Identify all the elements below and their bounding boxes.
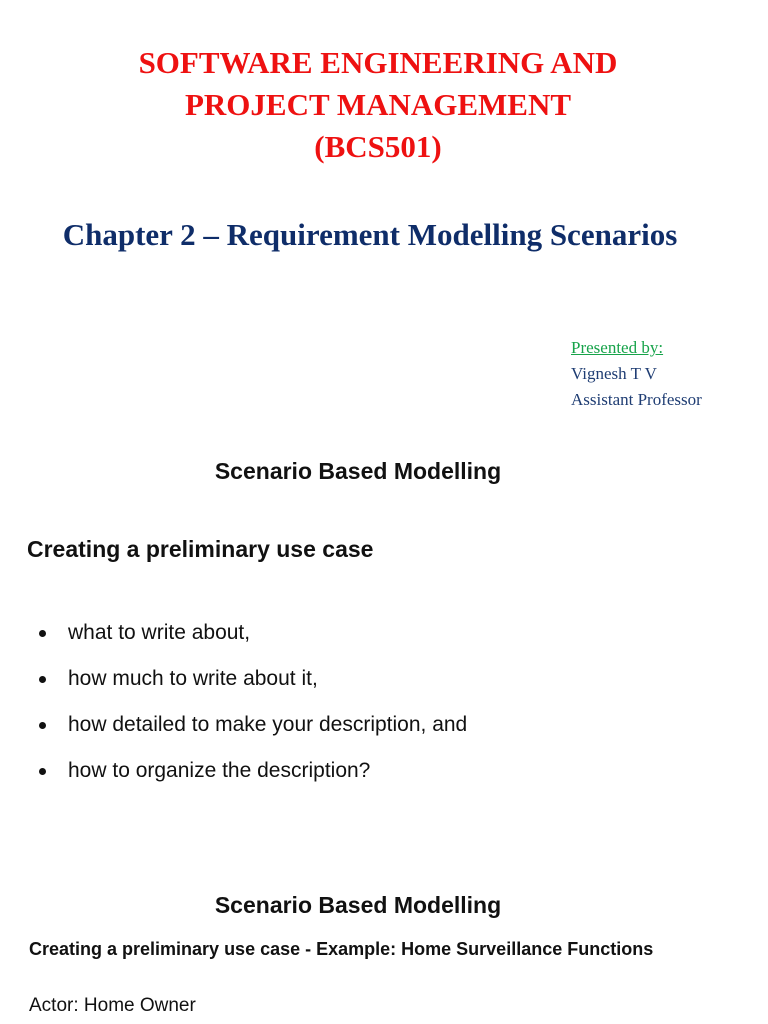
list-item — [36, 756, 467, 802]
presenter-block — [571, 335, 702, 413]
example-heading: Creating a preliminary use case - Example: Home Surveillance Functions — [29, 939, 654, 959]
course-title — [0, 42, 756, 168]
section-heading-2: Scenario Based Modelling — [214, 892, 502, 918]
list-item-text: how detailed to make your description, and — [68, 713, 468, 736]
course-code: (BCS501) — [314, 129, 442, 164]
presenter-role: Assistant Professor — [571, 390, 702, 409]
bullet-icon — [39, 722, 46, 729]
bullet-icon — [39, 630, 46, 637]
presenter-label: Presented by: — [571, 338, 664, 357]
sub-heading-1: Creating a preliminary use case — [27, 536, 374, 562]
course-title-line-1: SOFTWARE ENGINEERING AND — [138, 45, 618, 80]
list-item — [36, 710, 467, 756]
course-title-line-2: PROJECT MANAGEMENT — [184, 87, 572, 122]
chapter-title: Chapter 2 – Requirement Modelling Scenarios — [62, 217, 678, 252]
actor-text: Actor: Home Owner — [29, 995, 196, 1016]
bullet-icon — [39, 676, 46, 683]
list-item-text: how to organize the description? — [68, 759, 371, 782]
list-item-text: what to write about, — [68, 621, 251, 644]
presenter-name: Vignesh T V — [571, 364, 657, 383]
list-item-text: how much to write about it, — [68, 667, 318, 690]
list-item — [36, 618, 467, 664]
section-heading-1: Scenario Based Modelling — [214, 458, 502, 484]
bullet-icon — [39, 768, 46, 775]
list-item — [36, 664, 467, 710]
bullet-list — [36, 618, 467, 802]
